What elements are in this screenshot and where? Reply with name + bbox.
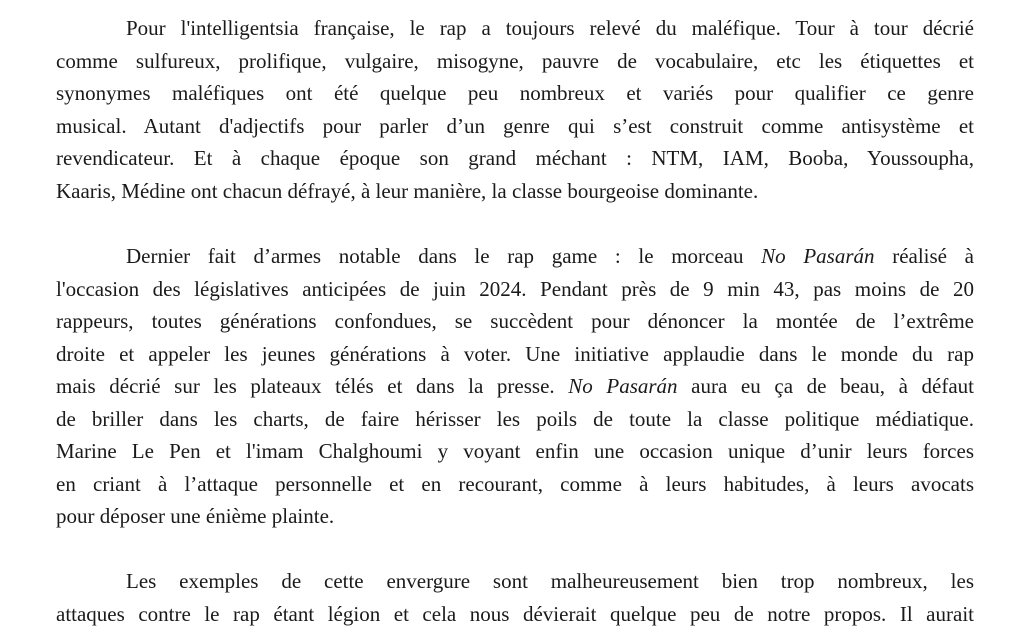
text-line xyxy=(56,565,974,598)
text-line xyxy=(56,435,974,468)
text-line xyxy=(56,77,974,110)
text-segment: synonymes maléfiques ont été quelque peu nombreux et variés pour qualifier ce genre xyxy=(56,81,974,105)
text-segment: Dernier fait d’armes notable dans le rap game : le morceau xyxy=(126,244,762,268)
text-line xyxy=(56,598,974,631)
text-line xyxy=(56,240,974,273)
text-segment: aura eu ça de beau, à défaut xyxy=(677,374,974,398)
text-line xyxy=(56,305,974,338)
text-line xyxy=(56,175,974,208)
text-segment: droite et appeler les jeunes générations à voter. Une initiative applaudie dans le monde du rap xyxy=(56,341,974,366)
text-segment: mais décrié sur les plateaux télés et dans la presse. xyxy=(56,374,569,398)
text-segment: revendicateur. Et à chaque époque son grand méchant : NTM, IAM, Booba, Youssoupha, xyxy=(56,146,974,170)
text-segment: attaques contre le rap étant légion et cela nous dévierait quelque peu de notre propos. Il aurait xyxy=(56,601,974,626)
text-line xyxy=(56,370,974,403)
text-line xyxy=(56,338,974,371)
text-line xyxy=(56,110,974,143)
text-segment: pour déposer une énième plainte. xyxy=(56,504,335,528)
text-segment: Pour l'intelligentsia française, le rap a toujours relevé du maléfique. Tour à tour décrié xyxy=(126,16,974,40)
text-line xyxy=(56,273,974,306)
text-segment: rappeurs, toutes générations confondues, se succèdent pour dénoncer la montée de l’extrême xyxy=(56,309,974,333)
text-line xyxy=(56,468,974,501)
paragraph-1 xyxy=(56,12,974,207)
paragraph-2 xyxy=(56,240,974,533)
text-segment: comme sulfureux, prolifique, vulgaire, misogyne, pauvre de vocabulaire, etc les étiquettes et xyxy=(56,48,974,73)
text-segment: musical. Autant d'adjectifs pour parler d’un genre qui s’est construit comme antisystème et xyxy=(56,113,974,138)
text-line xyxy=(56,403,974,436)
text-segment: Kaaris, Médine ont chacun défrayé, à leur manière, la classe bourgeoise dominante. xyxy=(56,178,759,203)
text-line xyxy=(56,142,974,175)
text-segment: en criant à l’attaque personnelle et en recourant, comme à leurs habitudes, à leurs avocats xyxy=(56,471,974,496)
text-line xyxy=(56,12,974,45)
text-segment: Les exemples de cette envergure sont malheureusement bien trop nombreux, les xyxy=(126,569,974,593)
song-title-italic: No Pasarán xyxy=(761,244,875,268)
text-segment: l'occasion des législatives anticipées de juin 2024. Pendant près de 9 min 43, pas moins de 20 xyxy=(56,276,974,301)
paragraph-3 xyxy=(56,565,974,630)
text-line xyxy=(56,500,974,533)
text-segment: Marine Le Pen et l'imam Chalghoumi y voyant enfin une occasion unique d’unir leurs forces xyxy=(56,439,974,463)
text-segment: réalisé à xyxy=(874,244,974,268)
text-segment: de briller dans les charts, de faire hérisser les poils de toute la classe politique médiatique. xyxy=(56,406,974,431)
text-line xyxy=(56,45,974,78)
song-title-italic: No Pasarán xyxy=(568,374,678,398)
